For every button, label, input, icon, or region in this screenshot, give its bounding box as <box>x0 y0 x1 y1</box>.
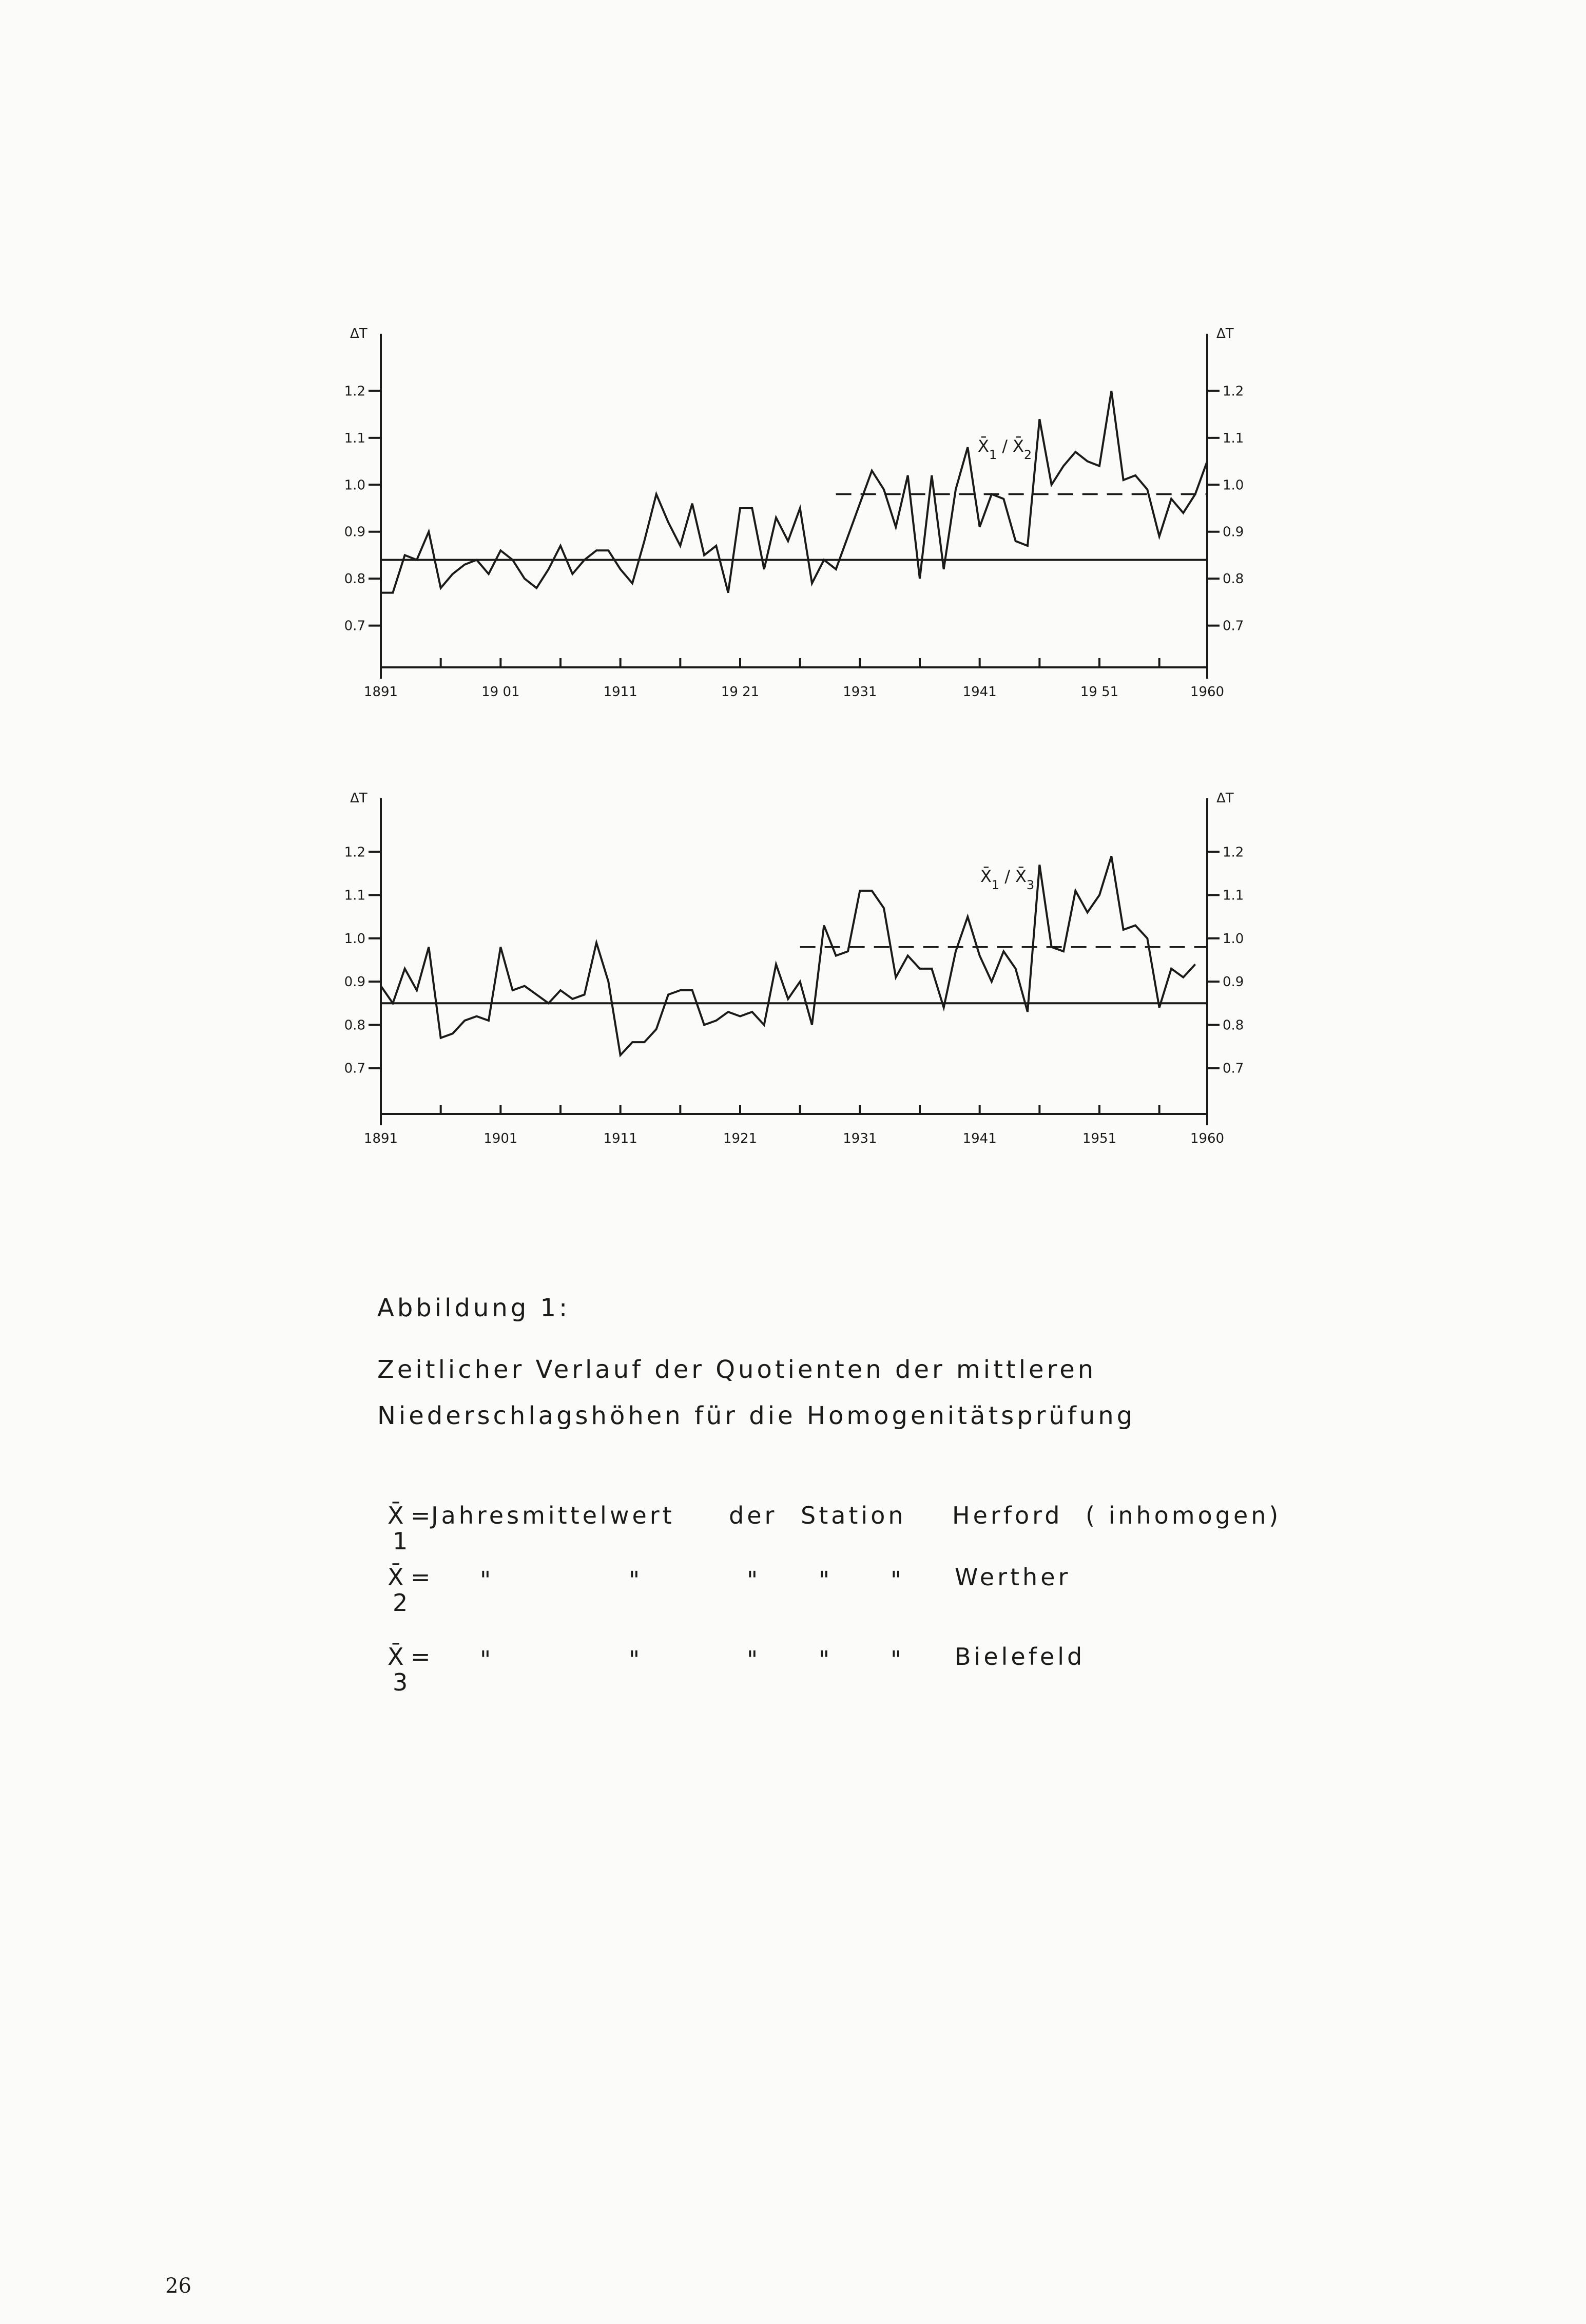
left-y-tick-label: 0.7 <box>344 1061 365 1077</box>
legend-word-station: Station <box>801 1502 906 1529</box>
right-y-tick-label: 1.2 <box>1223 844 1244 860</box>
legend-equals: = <box>411 1563 434 1591</box>
x-tick-label: 1911 <box>603 1131 637 1146</box>
x-tick-label: 1901 <box>483 1131 518 1146</box>
right-y-axis-label: ΔT <box>1216 791 1234 806</box>
figure-caption-heading: Abbildung 1: <box>377 1294 571 1322</box>
left-y-axis-label: ΔT <box>350 326 368 341</box>
right-y-tick-label: 0.7 <box>1223 1061 1244 1077</box>
x-tick-label: 19 51 <box>1080 684 1119 700</box>
legend-station-name: Werther <box>955 1563 1071 1591</box>
legend-ditto-mark: " <box>891 1566 905 1594</box>
x-tick-label: 1891 <box>363 1131 398 1146</box>
left-y-tick-label: 0.9 <box>344 524 365 540</box>
chart-title: $X̄_1$ / $X̄_2$ <box>978 436 1032 462</box>
legend-word-der: der <box>729 1502 778 1529</box>
right-y-tick-label: 1.0 <box>1223 477 1244 493</box>
x-tick-label: 19 01 <box>481 684 520 700</box>
chart-quotient-x1-x3 <box>344 791 1244 1146</box>
right-y-tick-label: 1.1 <box>1223 430 1244 446</box>
right-y-axis-label: ΔT <box>1216 326 1234 341</box>
x-tick-label: 19 21 <box>721 684 760 700</box>
chart-title: $X̄_1$ / $X̄_3$ <box>980 867 1035 892</box>
legend-subscript: 1 <box>393 1527 411 1555</box>
left-y-tick-label: 0.7 <box>344 618 365 634</box>
legend-ditto-mark: " <box>480 1566 494 1594</box>
legend-station-name: Herford <box>952 1502 1063 1529</box>
legend-ditto-mark: " <box>891 1646 905 1674</box>
left-y-tick-label: 1.2 <box>344 844 365 860</box>
legend-definition: Jahresmittelwert <box>431 1502 675 1529</box>
x-tick-label: 1941 <box>962 684 997 700</box>
x-tick-label: 1960 <box>1190 1131 1225 1146</box>
left-y-tick-label: 1.1 <box>344 888 365 904</box>
figure-caption-line-1: Zeitlicher Verlauf der Quotienten der mittleren <box>377 1355 1097 1384</box>
x-tick-label: 1891 <box>363 684 398 700</box>
right-y-tick-label: 1.2 <box>1223 383 1244 399</box>
legend-ditto-mark: " <box>747 1566 761 1594</box>
left-y-tick-label: 1.1 <box>344 430 365 446</box>
series-line <box>381 391 1207 592</box>
left-y-tick-label: 0.8 <box>344 571 365 587</box>
legend-row-x3 <box>388 1643 1414 1720</box>
left-y-axis-label: ΔT <box>350 791 368 806</box>
legend-subscript: 3 <box>393 1668 411 1696</box>
x-tick-label: 1911 <box>603 684 637 700</box>
legend-symbol: X̄ <box>388 1502 407 1529</box>
right-y-tick-label: 1.1 <box>1223 888 1244 904</box>
left-y-tick-label: 1.2 <box>344 383 365 399</box>
legend-equals: = <box>411 1502 434 1529</box>
legend-symbol: X̄ <box>388 1643 407 1670</box>
x-tick-label: 1941 <box>962 1131 997 1146</box>
left-y-tick-label: 1.0 <box>344 931 365 947</box>
legend-ditto-mark: " <box>480 1646 494 1674</box>
right-y-tick-label: 0.7 <box>1223 618 1244 634</box>
legend-station-name: Bielefeld <box>955 1643 1086 1670</box>
x-tick-label: 1931 <box>843 1131 877 1146</box>
x-tick-label: 1931 <box>843 684 877 700</box>
legend-ditto-mark: " <box>629 1566 643 1594</box>
left-y-tick-label: 0.8 <box>344 1017 365 1033</box>
right-y-tick-label: 0.9 <box>1223 524 1244 540</box>
legend-note: ( inhomogen) <box>1086 1502 1282 1529</box>
right-y-tick-label: 0.8 <box>1223 571 1244 587</box>
figure-caption-line-2: Niederschlagshöhen für die Homogenitätsprüfung <box>377 1401 1136 1430</box>
series-line <box>381 856 1195 1055</box>
legend-ditto-mark: " <box>629 1646 643 1674</box>
page-number: 26 <box>165 2274 191 2298</box>
left-y-tick-label: 0.9 <box>344 974 365 990</box>
x-tick-label: 1921 <box>723 1131 758 1146</box>
legend-symbol: X̄ <box>388 1563 407 1591</box>
right-y-tick-label: 0.8 <box>1223 1017 1244 1033</box>
chart-quotient-x1-x2 <box>344 326 1244 700</box>
legend-ditto-mark: " <box>819 1566 833 1594</box>
legend-ditto-mark: " <box>747 1646 761 1674</box>
right-y-tick-label: 1.0 <box>1223 931 1244 947</box>
legend-equals: = <box>411 1643 434 1670</box>
legend-subscript: 2 <box>393 1589 411 1617</box>
right-y-tick-label: 0.9 <box>1223 974 1244 990</box>
legend-row-x2 <box>388 1563 1414 1640</box>
x-tick-label: 1960 <box>1190 684 1225 700</box>
legend-ditto-mark: " <box>819 1646 833 1674</box>
x-tick-label: 1951 <box>1082 1131 1117 1146</box>
left-y-tick-label: 1.0 <box>344 477 365 493</box>
